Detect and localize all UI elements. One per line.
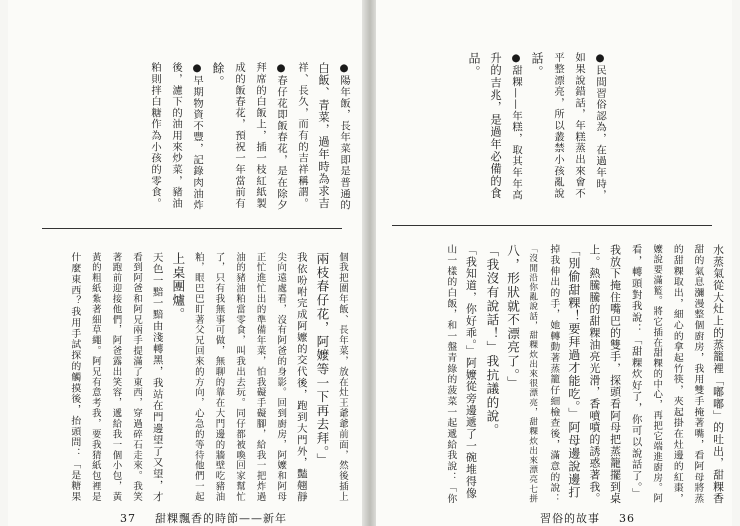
annotation-column: 白飯、青菜，過年時為求吉: [317, 62, 330, 210]
text-column: 山一樣的白飯，和一盤青綠的菠菜一起遞給我說：「你: [445, 244, 457, 505]
text-column: 著跑前迎接他們，阿爸露出笑容，遞給我一個小包，黃: [110, 252, 122, 503]
text-column: 嬤說要滿籃。將它插在甜粿的中心，再把它端進廚房。阿: [651, 244, 663, 504]
text-column: 八，形狀就不漂亮了。」: [505, 244, 521, 390]
text-column: 甜的氣息瀰漫整個廚房，我用雙手掩著嘴，看阿母將蒸: [692, 244, 704, 505]
left-annotations: [149, 62, 350, 212]
annotation-column: ●早期物資不豐，記錄肉油炸: [191, 62, 203, 211]
text-column: 正忙進忙出的準備年菜，怕我礙手礙腳，給我一把炸過: [254, 252, 266, 503]
text-column: 掉我伸出的手，她轉動著蒸籠仔細檢查後，滿意的說：: [548, 244, 560, 505]
annotation-column: 祥、長久，而有的吉祥稱謂。: [296, 62, 308, 210]
text-column: 「別偷甜粿！要拜過才能吃。」阿母邊說邊打: [566, 244, 581, 499]
text-column: 天色一黯一黯由淺轉黑，我站在門邊望了又望，才: [150, 252, 163, 503]
left-page-number: 37: [120, 512, 136, 525]
text-column: 什麼東西？我用手試探的觸摸後，抬頭問：「是糖果: [69, 252, 81, 503]
right-running-title: 習俗的故事: [540, 512, 600, 525]
right-footer: [540, 510, 635, 526]
text-column: 水蒸氣從大灶上的蒸籠裡「嘟嘟」的吐出，甜粿香: [712, 244, 725, 505]
text-column: 尖向遠處看，沒有阿爸的身影。回到廚房，阿嬤和阿母: [275, 252, 287, 503]
text-column: 個我把圍年飯、長年菜，放在灶王爺爺前面，然後插上: [337, 252, 348, 503]
annotation-column: 品。: [467, 52, 481, 79]
right-page: [376, 0, 732, 526]
text-column: 油的豬油粕當零食，叫我出去玩。同仔都被喚回家幫忙: [234, 252, 246, 503]
right-body-text: [444, 244, 724, 509]
text-column: 看到阿爸和阿兄兩手提滿了東西，穿過碎石走來。我笑: [131, 252, 143, 503]
text-column: 「我知道，你好乖。」阿嬤從旁邊遞了一碗堆得像: [464, 244, 478, 500]
annotation-column: 拜席的白飯上，插一枝紅紙製: [254, 62, 266, 210]
annotation-column: 後，濾下的油用來炒菜，豬油: [170, 62, 182, 210]
annotation-column: ●陽年飯，長年菜即是普通的: [338, 62, 350, 211]
annotation-column: 成的飯春花，預祝一年當前有: [233, 62, 245, 210]
text-column: 「沒閒沿你亂說話，甜粿炊出來很漂亮，甜粿炊出來漂亮七拼: [527, 244, 538, 504]
text-column: 兩枝春仔花，阿嬤等一下再去拜。」: [314, 252, 330, 467]
text-column: 黃的粗紙紮著細草繩。阿兄有意考我，要我猜紙包裡是: [89, 252, 101, 503]
text-column: 的甜粿取出，細心的拿起竹筷，夾起掛在灶邊的紅棗，: [671, 244, 683, 505]
right-divider: [392, 225, 712, 226]
left-page: [8, 0, 364, 526]
annotation-column: 如果說錯話，年糕蒸出來會不: [573, 52, 585, 200]
text-column: 上桌團爐。: [170, 252, 186, 321]
text-column: 上。熱騰騰的甜粿油亮光滑，香噴噴的誘惑著我。: [588, 244, 602, 505]
left-running-title: 甜粿飄香的時節——新年: [155, 512, 287, 525]
left-divider: [42, 228, 342, 229]
annotation-column: 餘。: [211, 62, 225, 89]
annotation-column: 升的吉兆，是過年必備的食: [489, 52, 502, 200]
right-page-number: 36: [619, 512, 635, 525]
annotation-column: ●春仔花即飯春花，是在除夕: [275, 62, 287, 211]
left-body-text: [68, 252, 348, 507]
annotation-column: 話。: [530, 52, 544, 79]
annotation-column: ●甜粿——年糕，取其年年高: [510, 52, 522, 201]
annotation-column: 平整漂亮，所以叢禁小孩亂說: [552, 52, 564, 200]
text-column: 看，轉頭對我說：「甜粿炊好了，你可以說話了。」: [629, 244, 642, 500]
text-column: 我放下掩住嘴巴的雙手，探頭看阿母把蒸籠擺到桌: [609, 244, 623, 505]
left-footer: [120, 510, 287, 526]
text-column: 粕，眼巴巴盯著父兄回來的方向，心急的等待他們一起: [192, 252, 204, 503]
text-column: 「我沒有說話！」我抗議的說。: [484, 244, 500, 438]
right-annotations: [468, 52, 606, 202]
text-column: 了，只有我無事可做，無聊的靠在大門邊的牆壁吃豬油: [213, 252, 225, 503]
text-column: 我依吩咐完成阿嬤的交代後，跑到大門外，豔翹靜: [294, 252, 307, 503]
annotation-column: 粕則拌白糖作為小孩的零食。: [149, 62, 161, 210]
annotation-column: ●民間習俗認為，在過年時，: [594, 52, 606, 201]
